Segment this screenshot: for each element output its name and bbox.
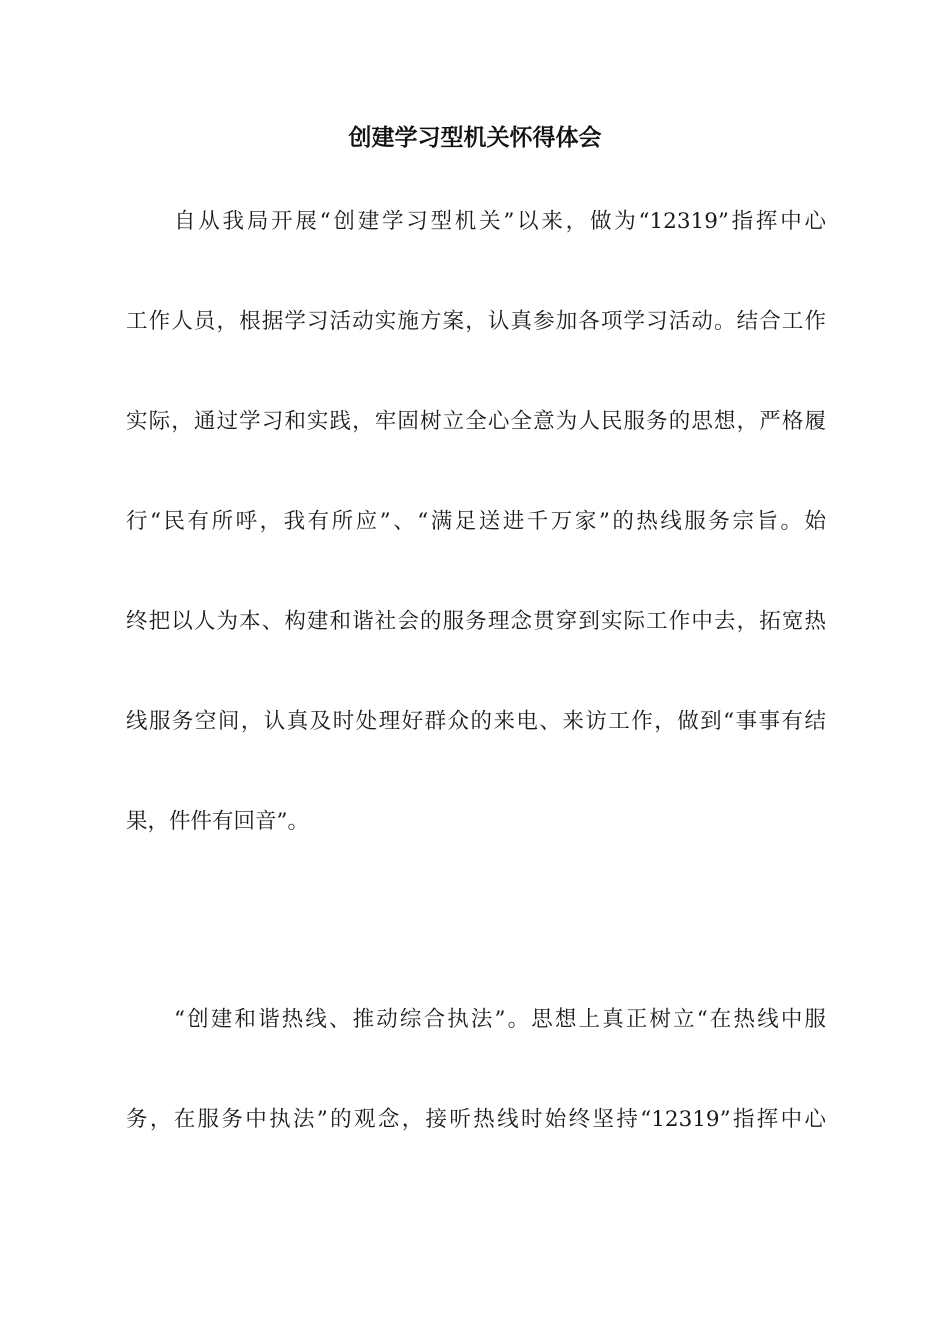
paragraph-line: 行“民有所呼，我有所应”、“满足送进千万家”的热线服务宗旨。始	[126, 509, 826, 534]
paragraph-line: 工作人员，根据学习活动实施方案，认真参加各项学习活动。结合工作	[126, 309, 826, 334]
paragraph-line: “创建和谐热线、推动综合执法”。思想上真正树立“在热线中服	[174, 1007, 826, 1032]
paragraph-line: 务，在服务中执法”的观念，接听热线时始终坚持“12319”指挥中心	[126, 1107, 826, 1132]
paragraph-line: 自从我局开展“创建学习型机关”以来，做为“12319”指挥中心	[174, 209, 826, 234]
paragraph-line: 果，件件有回音”。	[126, 809, 309, 834]
paragraph-line: 线服务空间，认真及时处理好群众的来电、来访工作，做到“事事有结	[126, 709, 826, 734]
paragraph-line: 实际，通过学习和实践，牢固树立全心全意为人民服务的思想，严格履	[126, 409, 826, 434]
paragraph-line: 终把以人为本、构建和谐社会的服务理念贯穿到实际工作中去，拓宽热	[126, 609, 826, 634]
document-title: 创建学习型机关怀得体会	[348, 125, 602, 151]
